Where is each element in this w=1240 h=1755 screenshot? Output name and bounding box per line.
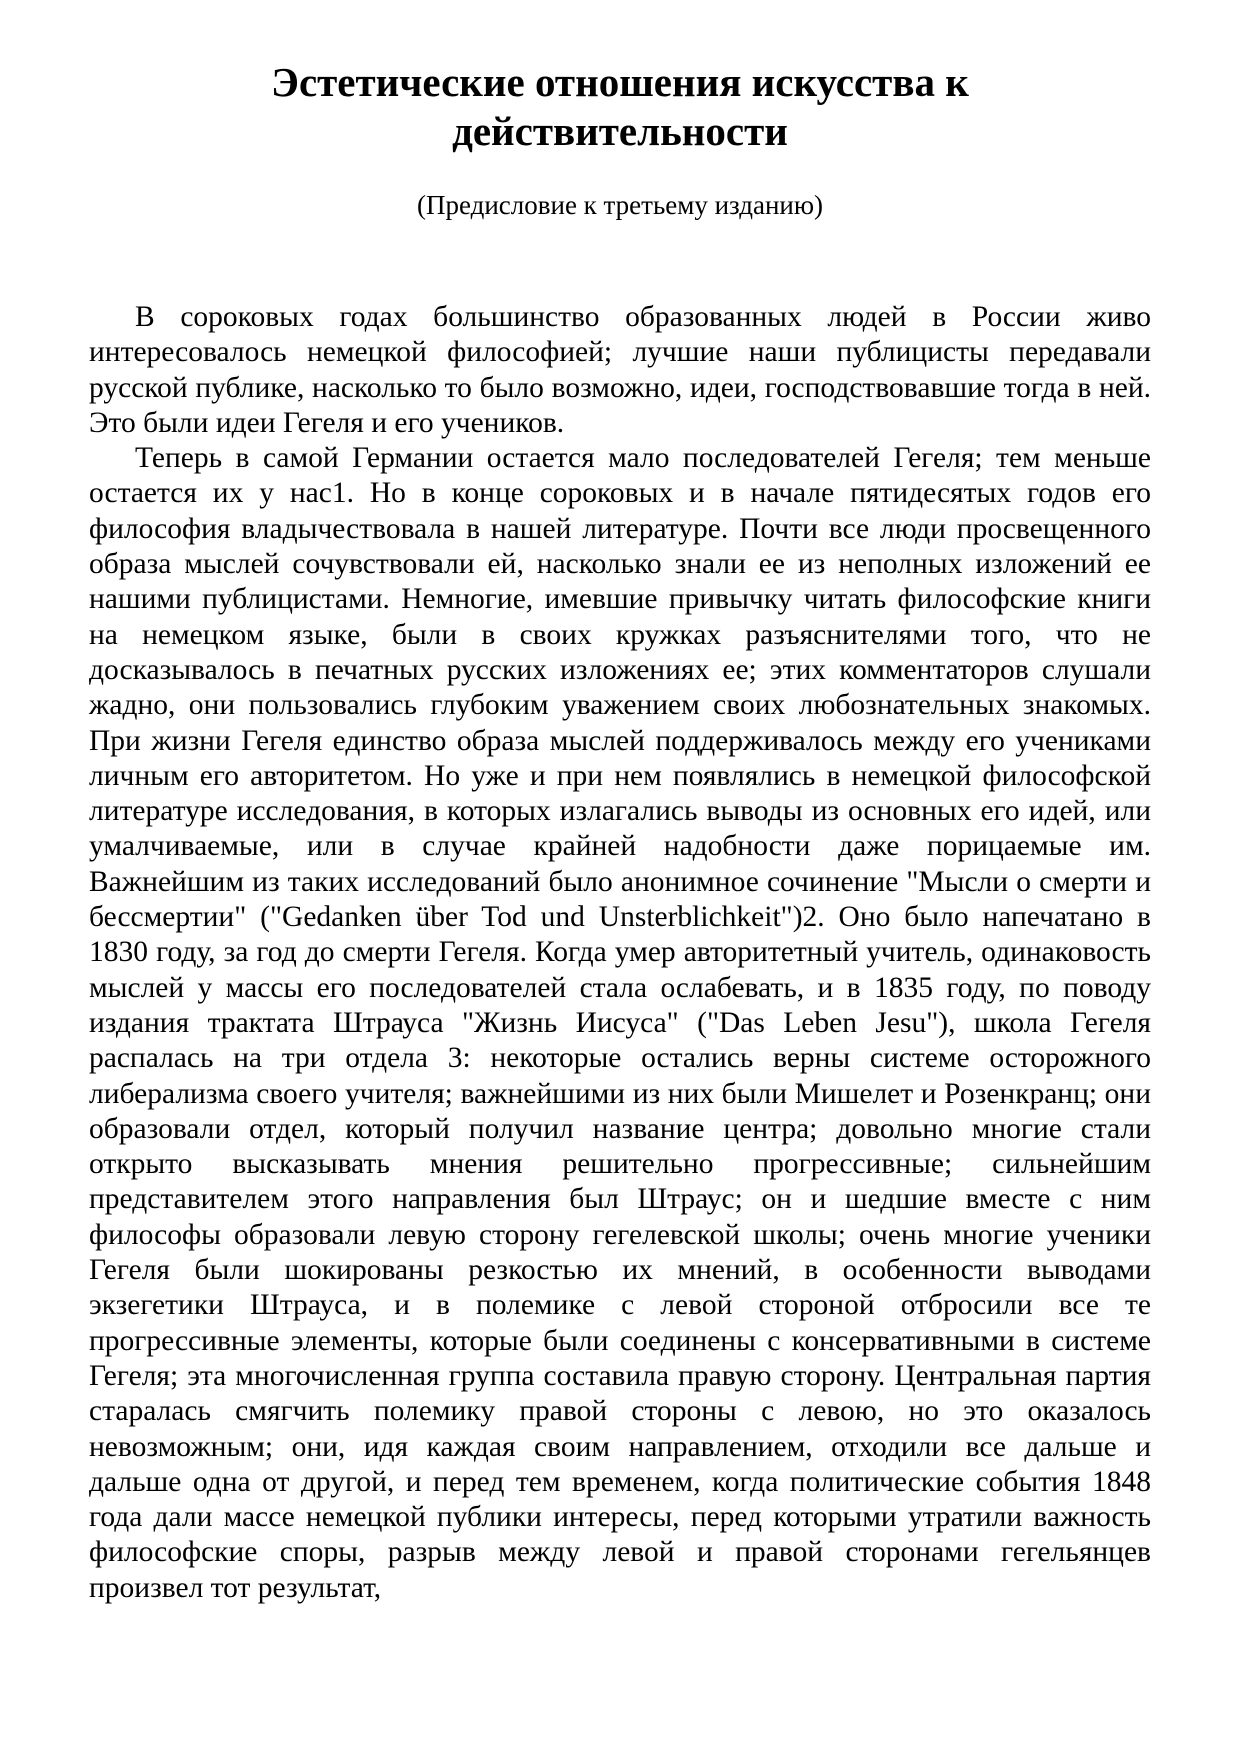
title-line-1: Эстетические отношения искусства к: [271, 59, 969, 105]
body-text: [89, 300, 1151, 1606]
title-line-2: действительности: [452, 108, 788, 154]
page-title: [0, 58, 1240, 156]
paragraph-1: В сороковых годах большинство образованных людей в России живо интересовалось немецкой философией; лучшие наши публицисты передавали русской публике, насколько то было возможно, идеи, господствовавшие тогда в ней. Это были идеи Гегеля и его учеников.: [89, 301, 1151, 439]
paragraph-2: Теперь в самой Германии остается мало последователей Гегеля; тем меньше остается их у нас1. Но в конце сороковых и в начале пятидесятых годов его философия владычествовала в нашей литературе. Почти все люди просвещенного образа мыслей сочувствовали ей, насколько знали ее из неполных изложений ее нашими публицистами. Немногие, имевшие привычку читать философские книги на немецком языке, были в своих кружках разъяснителями того, что не досказывалось в печатных русских изложениях ее; этих комментаторов слушали жадно, они пользовались глубоким уважением своих любознательных знакомых. При жизни Гегеля единство образа мыслей поддерживалось между его учениками личным его авторитетом. Но уже и при нем появлялись в немецкой философской литературе исследования, в которых излагались выводы из основных его идей, или умалчиваемые, или в случае крайней надобности даже порицаемые им. Важнейшим из таких исследований было анонимное сочинение "Мысли о смерти и бессмертии" ("Gedanken über Tod und Unsterblichkeit")2. Оно было напечатано в 1830 году, за год до смерти Гегеля. Когда умер авторитетный учитель, одинаковость мыслей у массы его последователей стала ослабевать, и в 1835 году, по поводу издания трактата Штрауса "Жизнь Иисуса" ("Das Leben Jesu"), школа Гегеля распалась на три отдела 3: некоторые остались верны системе осторожного либерализма своего учителя; важнейшими из них были Мишелет и Розенкранц; они образовали отдел, который получил название центра; довольно многие стали открыто высказывать мнения решительно прогрессивные; сильнейшим представителем этого направления был Штраус; он и шедшие вместе с ним философы образовали левую сторону гегелевской школы; очень многие ученики Гегеля были шокированы резкостью их мнений, в особенности выводами экзегетики Штрауса, и в полемике с левой стороной отбросили все те прогрессивные элементы, которые были соединены с консервативными в системе Гегеля; эта многочисленная группа составила правую сторону. Центральная партия старалась смягчить полемику правой стороны с левою, но это оказалось невозможным; они, идя каждая своим направлением, отходили все дальше и дальше одна от другой, и перед тем временем, когда политические события 1848 года дали массе немецкой публики интересы, перед которыми утратили важность философские споры, разрыв между левой и правой сторонами гегельянцев произвел тот результат,: [89, 442, 1151, 1604]
page-subtitle: (Предисловие к третьему изданию): [416, 190, 823, 220]
